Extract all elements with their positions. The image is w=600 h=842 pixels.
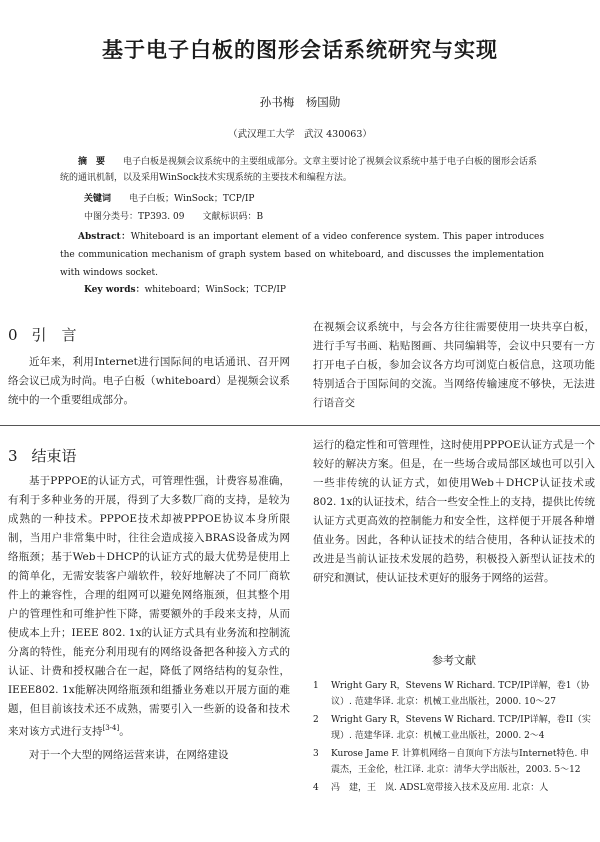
conclusion-title: 结束语 xyxy=(31,447,77,465)
abstract-cn-text: 电子白板是视频会议系统中的主要组成部分。文章主要讨论了视频会议系统中基于电子白板的图形会话系统的通讯机制，以及采用WinSock技术实现系统的主要技术和编程方法。 xyxy=(60,157,538,183)
doc-value: B xyxy=(256,212,264,222)
class-value: TP393. 09 xyxy=(138,212,185,222)
reference-number: 1 xyxy=(313,681,319,691)
reference-text: 冯 建，王 岚. ADSL宽带接入技术及应用. 北京：人 xyxy=(331,783,549,793)
reference-text: Wright Gary R，Stevens W Richard. TCP/IP详解，卷II（实现）. 范建华译. 北京：机械工业出版社，2000. 2～4 xyxy=(331,715,591,741)
keywords-cn-text: 电子白板；WinSock；TCP/IP xyxy=(129,194,255,204)
keywords-cn xyxy=(60,191,568,207)
abstract-en-text: Whiteboard is an important element of a video conference system. This paper introduces the communication mechanism of graph system based on whiteboard, and discusses the implementation with windows socket. xyxy=(60,232,544,278)
reference-number: 2 xyxy=(313,715,319,725)
reference-item xyxy=(313,678,595,710)
paper-title: 基于电子白板的图形会话系统研究与实现 xyxy=(102,38,498,62)
conclusion-paragraph xyxy=(8,472,290,742)
abstract-en xyxy=(60,228,544,282)
intro-paragraph-right: 在视频会议系统中，与会各方往往需要使用一块共享白板，进行手写书画、粘贴图画、共同编辑等，会议中只要有一方打开电子白板，参加会议各方均可浏览白板信息，这项功能特别适合于国际间的交流。当网络传输速度不够快，无法进行语音交 xyxy=(313,321,595,409)
conclusion-paragraph-2: 对于一个大型的网络运营来讲，在网络建设 xyxy=(29,748,229,761)
reference-item xyxy=(313,746,595,778)
intro-section xyxy=(8,326,290,410)
reference-number: 3 xyxy=(313,749,319,759)
intro-title: 引 言 xyxy=(31,326,77,344)
affiliation: （武汉理工大学 武汉 430063） xyxy=(228,129,372,140)
doc-label: 文献标识码： xyxy=(202,212,257,222)
conclusion-paragraph-right: 运行的稳定性和可管理性，这时使用PPPOE认证方式是一个较好的解决方案。但是，在一些场合或局部区域也可以引入一些非传统的认证方式，如使用Web＋DHCP认证技术或802. 1x的认证技术，结合一些安全性上的支持，提供比传统认证方式更高效的控制能力和安全性，这样便于开展各种增值业务。因此，各种认证技术的结合使用，各种认证技术的改进是当前认证技术发展的趋势，积极投入新型认证技术的研究和测试，使认证技术更好的服务于网络的运营。 xyxy=(313,439,595,584)
keywords-cn-label: 关键词 xyxy=(84,194,112,204)
conclusion-section xyxy=(8,447,290,765)
conclusion-text-end: 。 xyxy=(119,725,130,738)
reference-number: 4 xyxy=(313,783,319,793)
abstract-cn-label: 摘 要 xyxy=(78,157,106,167)
reference-item xyxy=(313,712,595,744)
authors: 孙书梅 杨国勋 xyxy=(259,95,341,109)
reference-text: Kurose Jame F. 计算机网络－自顶向下方法与Internet特色. 申震杰，王金伦，杜江译. 北京：清华大学出版社，2003. 5～12 xyxy=(331,749,590,775)
keywords-en xyxy=(60,282,568,298)
abstract-cn xyxy=(60,154,544,186)
classification xyxy=(60,209,568,225)
intro-number: 0 xyxy=(8,326,18,344)
intro-heading xyxy=(8,326,290,345)
section-divider xyxy=(0,425,600,426)
citation-3-4: [3-4] xyxy=(102,724,120,732)
reference-text: Wright Gary R，Stevens W Richard. TCP/IP详解，卷1（协议）. 范建华译. 北京：机械工业出版社，2000. 10～27 xyxy=(331,681,590,707)
conclusion-heading xyxy=(8,447,290,466)
keywords-en-label: Key words： xyxy=(84,285,145,295)
intro-paragraph-left: 近年来，利用Internet进行国际间的电话通讯、召开网络会议已成为时尚。电子白板（whiteboard）是视频会议系统中的一个重要组成部分。 xyxy=(8,356,290,406)
conclusion-text: 基于PPPOE的认证方式，可管理性强，计费容易准确，有利于多种业务的开展，得到了大多数厂商的支持，是较为成熟的一种技术。PPPOE技术却被PPPOE协议本身所限制，当用户非常集中时，往往会造成接入BRAS设备成为网络瓶颈；基于Web＋DHCP的认证方式的最大优势是使用上的简单化，无需安装客户端软件，较好地解决了不同厂商软件上的兼容性，合理的组网可以避免网络瓶颈，但其整个用户的管理性和可维护性下降，需要额外的手段来支持，从而使成本上升；IEEE 802. 1x的认证方式具有业务流和控制流分离的特性，能充分利用现有的网络设备把各种接入方式的认证、计费和授权融合在一起，降低了网络结构的复杂性，IEEE802. 1x能解决网络瓶颈和组播业务难以开展方面的难题，但目前该技术还不成熟，需要引入一些新的设备和技术来对该方式进行支持 xyxy=(8,475,290,738)
references-title: 参考文献 xyxy=(432,654,476,667)
reference-list xyxy=(313,678,595,798)
abstract-en-label: Abstract： xyxy=(78,232,131,242)
class-label: 中图分类号： xyxy=(84,212,139,222)
reference-item xyxy=(313,780,595,796)
conclusion-number: 3 xyxy=(8,447,18,465)
keywords-en-text: whiteboard；WinSock；TCP/IP xyxy=(144,285,286,295)
